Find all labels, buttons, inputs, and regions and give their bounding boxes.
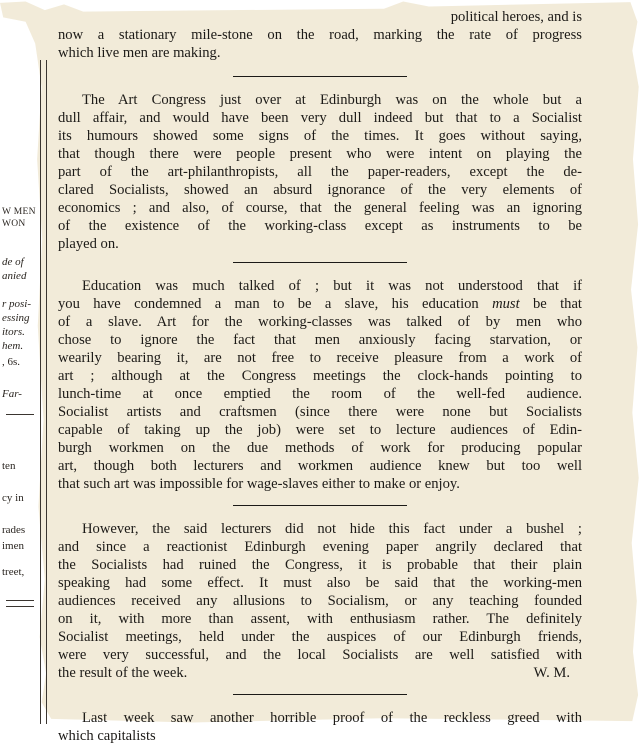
text-line: economics ; and also, of course, that the general feeling was an ignoring — [58, 200, 582, 216]
article-column — [58, 8, 582, 745]
margin-fragment: W MEN — [2, 207, 36, 217]
text-line: its humours showed some signs of the times. It goes without saying, — [58, 128, 582, 144]
margin-fragment: itors. — [2, 326, 25, 338]
text-line: the Socialists had ruined the Congress, it is probable that their plain — [58, 557, 582, 573]
author-signature: W. M. — [533, 665, 570, 681]
column-rule — [46, 60, 47, 724]
text-line: on it, with more than assent, with enthusiasm rather. The definitely — [58, 611, 582, 627]
text-line: Socialist artists and craftsmen (since there were none but Socialists — [58, 404, 582, 420]
text-line: dull affair, and would have been very dull indeed but that to a Socialist — [58, 110, 582, 126]
margin-fragment: imen — [2, 540, 24, 552]
text-line: speaking had some effect. It must also be said that the working-men — [58, 575, 582, 591]
text-line: art ; although at the Congress meetings the clock-hands pointing to — [58, 368, 582, 384]
text-line: burgh workmen on the due methods of work for producing popular — [58, 440, 582, 456]
left-column-fragments — [0, 0, 44, 724]
margin-fragment: Far- — [2, 388, 22, 400]
text-run: be that — [532, 296, 582, 312]
text-line: art, though both lecturers and workmen audience knew but too well — [58, 458, 582, 474]
margin-fragment: de of — [2, 256, 24, 268]
text-line: clared Socialists, showed an absurd ignorance of the very elements of — [58, 182, 582, 198]
text-line: political heroes, and is — [450, 9, 582, 25]
text-line: which live men are making. — [58, 45, 221, 61]
text-line: chose to ignore the fact that men anxiously facing starvation, or — [58, 332, 582, 348]
column-rule — [40, 60, 41, 724]
text-line: which capitalists — [58, 728, 156, 744]
text-line: that though there were people present who were intent on playing the — [58, 146, 582, 162]
text-line: The Art Congress just over at Edinburgh was on the whole but a — [82, 92, 582, 108]
margin-rule — [6, 414, 34, 415]
margin-fragment: hem. — [2, 340, 24, 352]
text-line: lunch-time at once emptied the room of the well-fed audience. — [58, 386, 582, 402]
margin-rule — [6, 600, 34, 601]
text-line: of a slave. Art for the working-classes was talked of by men who — [58, 314, 582, 330]
text-line — [58, 295, 582, 313]
text-line: were very successful, and the local Socialists are well satisfied with — [58, 647, 582, 663]
margin-fragment: ten — [2, 460, 16, 472]
text-line: now a stationary mile-stone on the road, marking the rate of progress — [58, 27, 582, 43]
margin-fragment: r posi- — [2, 298, 32, 310]
margin-rule — [6, 606, 34, 607]
text-line: played on. — [58, 236, 119, 252]
text-line: Socialist meetings, held under the auspices of our Edinburgh friends, — [58, 629, 582, 645]
text-run: you have condemned a man to be a slave, his education — [58, 296, 479, 312]
text-line — [58, 664, 582, 682]
text-line: audiences received any allusions to Socialism, or any teaching founded — [58, 593, 582, 609]
text-line: and since a reactionist Edinburgh evening paper angrily declared that — [58, 539, 582, 555]
text-line: Education was much talked of ; but it was not understood that if — [82, 278, 582, 294]
margin-fragment: treet, — [2, 566, 25, 578]
margin-fragment: cy in — [2, 492, 24, 504]
margin-fragment: WON — [2, 219, 26, 229]
text-line: part of the art-philanthropists, all the paper-readers, except the de- — [58, 164, 582, 180]
margin-fragment: essing — [2, 312, 30, 324]
text-run: the result of the week. — [58, 665, 188, 681]
margin-fragment: rades — [2, 524, 26, 536]
text-line: wearily bearing it, are not free to receive pleasure from a work of — [58, 350, 582, 366]
margin-fragment: anied — [2, 270, 27, 282]
text-line: of the existence of the working-class except as instruments to be — [58, 218, 582, 234]
text-line: Last week saw another horrible proof of the reckless greed with — [82, 710, 582, 726]
margin-fragment: , 6s. — [2, 356, 21, 368]
text-line: that such art was impossible for wage-slaves either to make or enjoy. — [58, 476, 460, 492]
emphasis-text: must — [492, 296, 520, 312]
text-line: capable of taking up the job) were set to lecture audiences of Edin- — [58, 422, 582, 438]
text-line: However, the said lecturers did not hide this fact under a bushel ; — [82, 521, 582, 537]
